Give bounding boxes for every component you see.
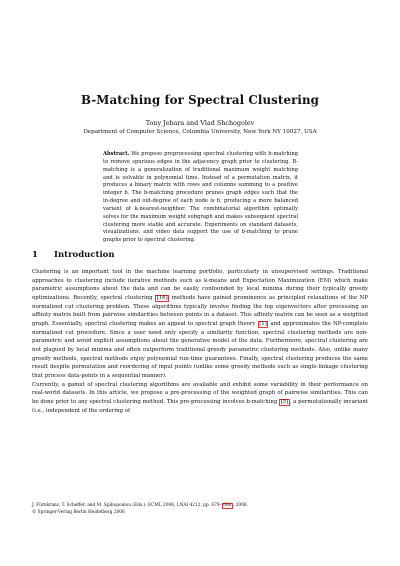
paragraph-1-part-a: Clustering is an important tool in the machine learning portfolio, particularly in unsupervised settings. Traditional approaches to clustering include iterative methods such as k-means and Expectation Maximization (EM) which make parametric assumptions about the data and can be easily confounded by local minima during their typically greedy optimizations. Recently, spectral clustering xyxy=(32,269,368,301)
footnote-text-b: , 2006. xyxy=(232,503,249,508)
body-text xyxy=(32,268,368,415)
abstract-text: We propose preprocessing spectral clustering with b-matching to remove spurious edges in the adjacency graph prior to clustering. B-matching is a generalization of traditional maximum weight matching and is solvable in polynomial time. Instead of a permutation matrix, it produces a binary matrix with rows and columns summing to a positive integer b. The b-matching procedure prunes graph edges such that the in-degree and out-degree of each node is b, producing a more balanced variant of k-nearest-neighbor. The combinatorial algorithm optimally solves for the maximum weight subgraph and makes subsequent spectral clustering more stable and accurate. Experiments on standard datasets, visualizations, and video data support the use of b-matching to prune graphs prior to spectral clustering. xyxy=(103,151,298,244)
paragraph-2-part-a: Currently, a gamut of spectral clustering algorithms are available and exhibit some variability in their performance on real-world datasets. In this article, we propose a pre-processing of the weighted graph of pairwise similarities. This can be done prior to any spectral clustering method. This pre-processing involves b-matching xyxy=(32,381,368,405)
citation-link[interactable]: [16] xyxy=(156,294,168,301)
paragraph-1-part-b: methods have gained prominence as principled relaxations of the NP normalized cut clustering problem. These algorithms typically involve finding the top eigenvectors after processing an affinity matrix built from pairwise similarities between points in a dataset. This affinity matrix can be seen as a weighted graph. Essentially, spectral clustering makes an appeal to spectral graph theory xyxy=(32,294,369,327)
paragraph-2-part-b: , a permutationally invariant (i.e., independent of the ordering of xyxy=(32,398,368,414)
footnote-citation-line xyxy=(32,503,368,510)
paper-affiliation: Department of Computer Science, Columbia University, New York NY 10027, USA xyxy=(83,129,317,135)
section-number: 1 xyxy=(32,250,38,260)
citation-link[interactable]: [1] xyxy=(259,320,267,327)
footnote-copyright: © Springer-Verlag Berlin Heidelberg 2006 xyxy=(32,509,125,515)
paragraph-2 xyxy=(32,381,368,416)
section-title: Introduction xyxy=(54,250,115,260)
abstract xyxy=(103,151,298,245)
section-heading xyxy=(32,250,115,260)
footnote xyxy=(32,503,368,516)
paper-title: B-Matching for Spectral Clustering xyxy=(81,93,319,107)
abstract-label: Abstract. xyxy=(103,151,130,157)
footnote-text-a: J. Fürnkranz, T. Scheffer, and M. Spiliopoulou (Eds.): ECML 2006, LNAI 4212, pp. 679– xyxy=(32,503,222,508)
paragraph-1-part-c: and approximates the NP-complete normalized cut procedure. Since a user need only specify a similarity function, spectral clustering methods are non-parametric and avoid explicit assumptions about the generative model of the data. Furthermore, spectral clustering are not plagued by local minima and often outperform traditional greedy parametric clustering methods. Also, unlike many greedy methods, spectral methods enjoy polynomial run-time guarantees. Finally, spectral clustering produces the same result despite permutation and reordering of input points (unlike some greedy methods such as single-linkage clustering that process data-points in a sequential manner). xyxy=(32,320,369,379)
citation-link[interactable]: [5] xyxy=(280,398,289,405)
page-range-link[interactable]: 686 xyxy=(223,503,232,508)
paragraph-1 xyxy=(32,268,368,381)
paper-authors: Tony Jebara and Vlad Shchogolev xyxy=(145,119,255,127)
